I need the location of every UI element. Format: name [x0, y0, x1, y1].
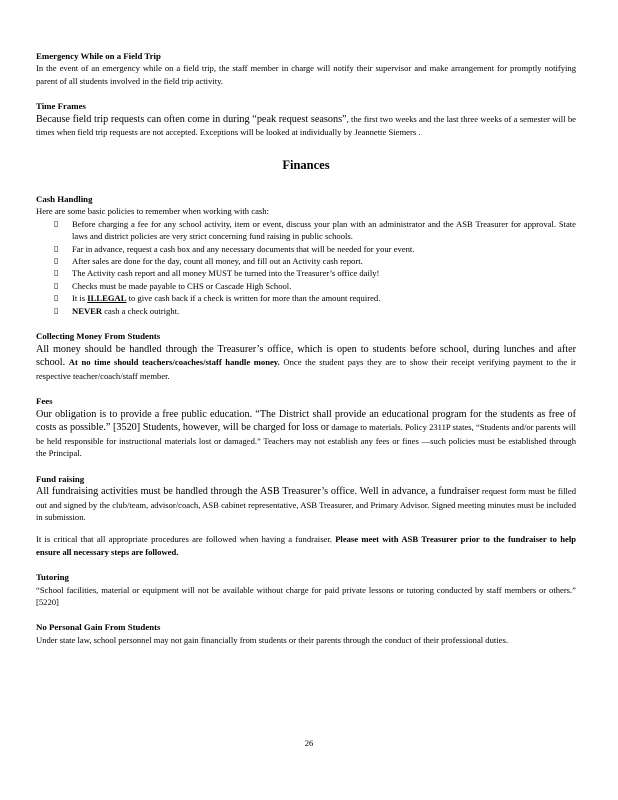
heading-time-frames: Time Frames [36, 101, 86, 112]
list-item [54, 280, 576, 292]
section-fundraising [36, 473, 576, 559]
list-item [54, 305, 576, 317]
bullet-icon: ▯ [54, 243, 59, 253]
fundraising-text-b: request form must be filled out and signed by the club/team, advisor/coach, ASB cabinet representative, ASB Treasurer, and Primary Advisor. Signed meeting minutes must be included in submission. [36, 485, 576, 522]
list-item-text: The Activity cash report and all money MUST be turned into the Treasurer’s office daily! [72, 268, 380, 279]
list-item [54, 292, 576, 304]
list-item [54, 255, 576, 267]
list-item-text: It is [72, 293, 88, 304]
bullet-icon: ▯ [54, 256, 59, 266]
section-cash-handling [36, 193, 576, 317]
bullet-icon: ▯ [54, 218, 59, 228]
fundraising-text-c: It is critical that all appropriate procedures are followed when having a fundraiser. [36, 534, 332, 545]
section-title-finances: Finances [282, 157, 330, 172]
section-no-personal-gain [36, 621, 576, 646]
illegal-emphasis: ILLEGAL [87, 293, 127, 304]
list-item-text: to give cash back if a check is written for more than the amount required. [126, 293, 381, 304]
list-item-text: Far in advance, request a cash box and any necessary documents that will be needed for your event. [72, 243, 415, 254]
cash-handling-intro: Here are some basic policies to remember when working with cash: [36, 206, 269, 217]
fees-text-b: damage to materials. Policy 2311P states, “Students and/or parents will be held responsible for instructional materials lost or damaged.” Teachers may not establish any fees or fines [36, 422, 576, 446]
document-content [36, 50, 576, 659]
bullet-icon: ▯ [54, 293, 59, 303]
paragraph-fundraising-a [36, 485, 576, 523]
list-item-text: Checks must be made payable to CHS or Cascade High School. [72, 280, 292, 291]
heading-tutoring: Tutoring [36, 572, 69, 583]
bullet-icon: ▯ [54, 268, 59, 278]
paragraph-tutoring: “School facilities, material or equipment will not be available without charge for paid private lessons or tutoring conducted by staff members or others.” [5220] [36, 584, 576, 607]
section-time-frames [36, 100, 576, 138]
time-frames-text-a: Because field trip requests can often come in during “peak request seasons” [36, 113, 347, 125]
time-frames-text-b: , the first two weeks and the last three weeks of a semester will be times when field trip requests are not accepted. Exceptions will be looked at individually by Jeannette Siemers . [36, 113, 576, 138]
heading-no-personal-gain: No Personal Gain From Students [36, 622, 161, 633]
paragraph-emergency: In the event of an emergency while on a field trip, the staff member in charge will notify their supervisor and make arrangement for promptly notifying parent of all students involved in the field trip activity. [36, 63, 576, 86]
paragraph-fundraising-b [36, 533, 576, 558]
heading-emergency: Emergency While on a Field Trip [36, 51, 161, 61]
bullet-icon: ▯ [54, 280, 59, 290]
fundraising-bold-text: Please meet with ASB Treasurer prior to the fundraiser to help ensure all necessary steps are followed. [36, 534, 576, 557]
cash-handling-list [36, 218, 576, 317]
never-emphasis: NEVER [72, 305, 103, 316]
list-item [54, 267, 576, 279]
list-item-text: After sales are done for the day, count all money, and fill out an Activity cash report. [72, 256, 363, 267]
spacer [36, 523, 576, 533]
section-tutoring [36, 571, 576, 608]
collecting-text-a: All money should be handled through the Treasurer’s office, which is open to students before school, during lunches and after school. [36, 343, 576, 369]
collecting-bold-text: At no time should teachers/coaches/staff handle money. [68, 357, 280, 368]
heading-fundraising: Fund raising [36, 473, 85, 484]
fees-text-a: Our obligation is to provide a free public education. “The District shall provide an educational program for the students as free of costs as possible.” [3520] Students, however, will be charged for loss or [36, 408, 576, 434]
fundraising-text-a: All fundraising activities must be handled through the ASB Treasurer’s office. Well in advance, a fundraiser [36, 485, 480, 497]
list-item-text: Before charging a fee for any school activity, item or event, discuss your plan with an administrator and the ASB Treasurer for approval. State laws and district policies are very strict concerning fund raising in public schools. [72, 218, 576, 242]
bullet-icon: ▯ [54, 305, 59, 315]
heading-cash-handling: Cash Handling [36, 194, 93, 205]
list-item-text: cash a check outright. [102, 305, 180, 316]
paragraph-no-personal-gain: Under state law, school personnel may not gain financially from students or their parents through the conduct of their professional duties. [36, 634, 508, 645]
section-emergency [36, 50, 576, 87]
paragraph-time-frames [36, 113, 576, 139]
collecting-text-b: Once the student pays they are to show their receipt verifying payment to the ir respective teacher/coach/staff member. [36, 357, 576, 381]
heading-fees: Fees [36, 396, 53, 407]
paragraph-fees [36, 408, 576, 460]
list-item [54, 243, 576, 255]
section-collecting-money [36, 330, 576, 382]
page-number: 26 [304, 738, 314, 748]
heading-collecting-money: Collecting Money From Students [36, 331, 161, 342]
section-fees [36, 395, 576, 459]
paragraph-collecting-money [36, 343, 576, 383]
fees-text-c: —such policies must be established through the Principal. [36, 435, 577, 459]
list-item [54, 218, 576, 243]
